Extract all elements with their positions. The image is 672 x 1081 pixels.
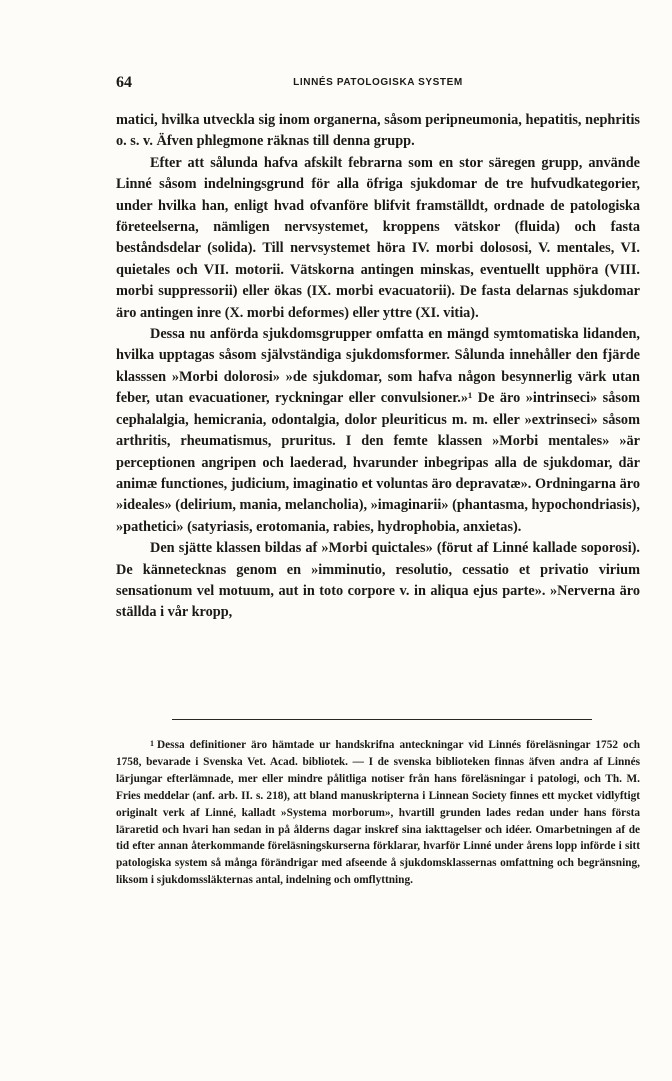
page-number: 64: [116, 74, 132, 91]
paragraph-disease-groups: Dessa nu anförda sjukdomsgrupper omfatta en mängd symtomatiska lidanden, hvilka upptagas såsom självständiga sjukdomsformer. Sålunda innehåller den fjärde klasssen »Morbi dolorosi» »de sjukdomar, som hafva någon besynnerlig värk utan feber, utan evacuationer, ryckningar eller convulsioner.»¹ De äro »intrinseci» såsom cephalalgia, hemicrania, odontalgia, dolor pleuriticus m. m. eller »extrinseci» såsom arthritis, rheumatismus, pruritus. I den femte klassen »Morbi mentales» »är perceptionen angripen och laederad, hvarunder inbegripas alla de sjukdomar, där animæ functiones, judicium, imaginatio et voluntas äro depravatæ». Ordningarna äro »ideales» (delirium, mania, melancholia), »imaginarii» (phantasma, hypochondriasis), »pathetici» (satyriasis, erotomania, rabies, hydrophobia, anxietas).: [116, 326, 640, 535]
body-text: [116, 110, 640, 624]
paragraph-continuation: matici, hvilka utveckla sig inom organerna, såsom peripneumonia, hepatitis, nephritis o. s. v. Äfven phlegmone räknas till denna grupp.: [116, 112, 640, 150]
footnote-divider: [172, 719, 592, 720]
paragraph-classification: Efter att sålunda hafva afskilt febrarna som en stor säregen grupp, använde Linné såsom indelningsgrund för alla öfriga sjukdomar de tre hufvudkategorier, under hvilka han, enligt hvad ofvanföre blifvit framställdt, ordnade de patologiska företeelserna, nämligen nervsystemet, kroppens vätskor (fluida) och fasta beståndsdelar (solida). Till nervsystemet höra IV. morbi dolososi, V. mentales, VI. quietales och VII. motorii. Vätskorna antingen minskas, eventuellt upphöra (VIII. morbi suppressorii) eller ökas (IX. morbi evacuatorii). De fasta delarnas sjukdomar äro antingen inre (X. morbi deformes) eller yttre (XI. vitia).: [116, 154, 640, 321]
footnote-marker: 1: [150, 739, 154, 748]
footnote-area: [116, 737, 640, 889]
running-title: LINNÉS PATOLOGISKA SYSTEM: [293, 77, 463, 88]
footnote-text: Dessa definitioner äro hämtade ur handskrifna anteckningar vid Linnés föreläsningar 1752 och 1758, bevarade i Svenska Vet. Acad. bibliotek. — I de svenska biblioteken finnas äfven andra af Linnés lärjungar efterlämnade, mer eller mindre pålitliga notiser från hans föreläsningar i patologi, och Th. M. Fries meddelar (anf. arb. II. s. 218), att bland manuskripterna i Linnean Society finnes ett mycket vidlyftigt originalt verk af Linné, kalladt »Systema morborum», hvartill grunden lades redan under hans första läraretid och hvari han sedan in på ålderns dagar inskref sina iakttagelser och idéer. Omarbetningen af de tid efter annan återkommande föreläsningskurserna förklarar, hvarför Linné under årens lopp införde i sitt patologiska system så många förändrigar med afseende å sjukdomsklassernas omfattning och begränsning, liksom i sjukdomssläkternas antal, indelning och omflyttning.: [116, 739, 640, 887]
page-header: [116, 74, 640, 94]
footnote: [116, 737, 640, 889]
paragraph-sixth-class: Den sjätte klassen bildas af »Morbi quictales» (förut af Linné kallade soporosi). De kännetecknas genom en »imminutio, resolutio, cessatio et privatio virium sensationum vel motuum, aut in toto corpore v. in aliqua ejus parte». »Nerverna äro ställda i vår kropp,: [116, 540, 640, 621]
